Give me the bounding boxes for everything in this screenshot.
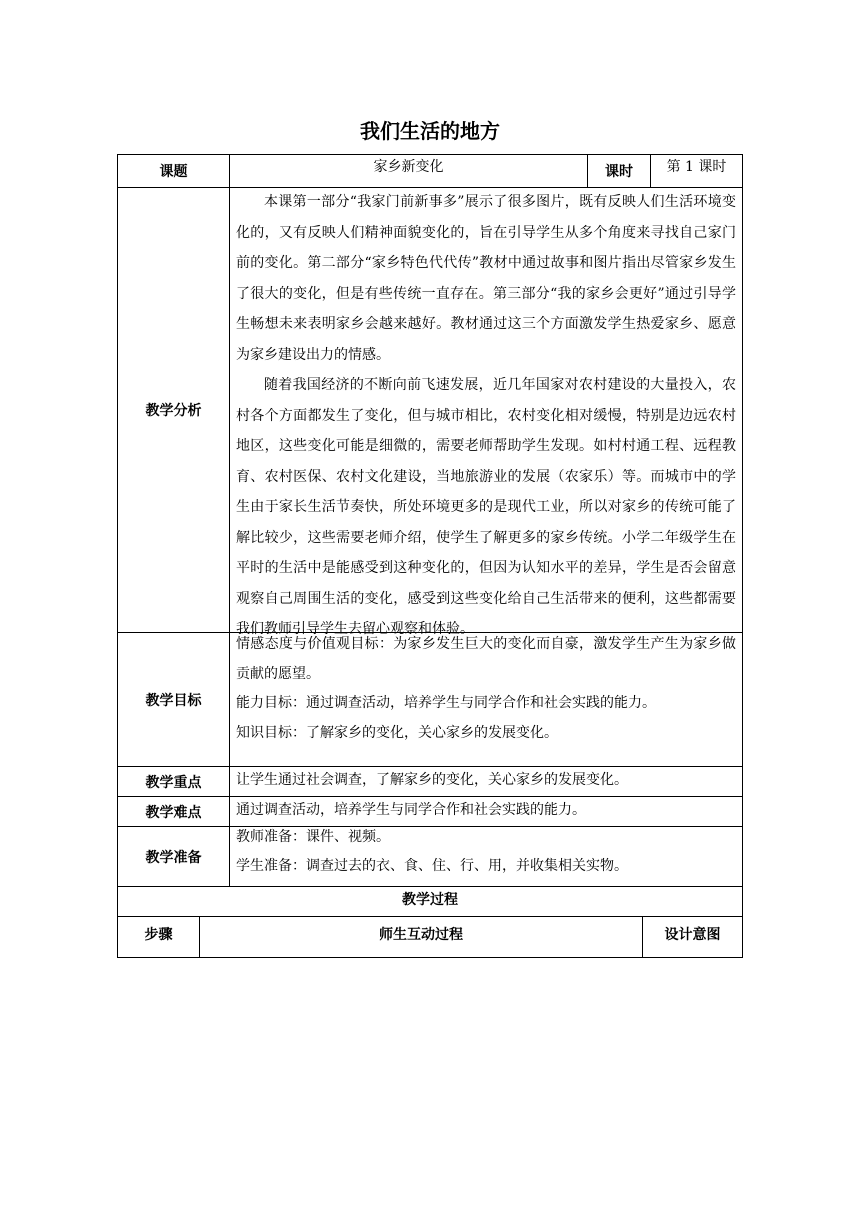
key-points-value: 让学生通过社会调查，了解家乡的变化，关心家乡的发展变化。 [236,772,628,788]
preparation-text [236,823,736,881]
difficulties-label: 教学难点 [145,804,202,821]
document-title: 我们生活的地方 [360,119,500,143]
process-heading: 教学过程 [402,892,458,908]
process-step-header: 步骤 [144,927,173,943]
lesson-period-label: 课时 [605,164,633,180]
key-points-label: 教学重点 [145,774,202,791]
goal-item: 知识目标：了解家乡的变化，关心家乡的发展变化。 [236,724,558,741]
goal-item: 能力目标：通过调查活动，培养学生与同学合作和社会实践的能力。 [236,695,656,711]
lesson-period-value: 第 1 课时 [666,159,727,175]
difficulties-value: 通过调查活动，培养学生与同学合作和社会实践的能力。 [236,802,586,818]
goals-label: 教学目标 [145,692,202,709]
preparation-item: 教师准备：课件、视频。 [236,829,390,845]
preparation-label: 教学准备 [145,849,202,866]
preparation-item: 学生准备：调查过去的衣、食、住、行、用，并收集相关实物。 [236,858,628,874]
analysis-paragraph: 本课第一部分“我家门前新事多”展示了很多图片，既有反映人们生活环境变化的，又有反映人们精神面貌变化的，旨在引导学生从多个角度来寻找自己家门前的变化。第二部分“家乡特色代代传”教材中通过故事和图片指出尽管家乡发生了很大的变化，但是有些传统一直存在。第三部分“我的家乡会更好”通过引导学生畅想未来表明家乡会越来越好。教材通过这三个方面激发学生热爱家乡、愿意为家乡建设出力的情感。 [236,194,736,363]
lesson-topic-value: 家乡新变化 [373,159,444,175]
analysis-text [236,187,736,645]
lesson-topic-label: 课题 [159,164,188,180]
process-interaction-header: 师生互动过程 [379,927,463,943]
process-intent-header: 设计意图 [664,927,721,943]
goals-text [236,630,736,748]
analysis-paragraph: 随着我国经济的不断向前飞速发展，近几年国家对农村建设的大量投入，农村各个方面都发生了变化，但与城市相比，农村变化相对缓慢，特别是边远农村地区，这些变化可能是细微的，需要老师帮助学生发现。如村村通工程、远程教育、农村医保、农村文化建设，当地旅游业的发展（农家乐）等。而城市中的学生由于家长生活节奏快，所处环境更多的是现代工业，所以对家乡的传统可能了解比较少，这些需要老师介绍，使学生了解更多的家乡传统。小学二年级学生在平时的生活中是能感受到这种变化的，但因为认知水平的差异，学生是否会留意观察自己周围生活的变化，感受到这些变化给自己生活带来的便利，这些都需要我们教师引导学生去留心观察和体验。 [236,377,736,637]
goal-item: 情感态度与价值观目标：为家乡发生巨大的变化而自豪，激发学生产生为家乡做贡献的愿望。 [236,636,736,682]
analysis-label: 教学分析 [145,403,202,419]
